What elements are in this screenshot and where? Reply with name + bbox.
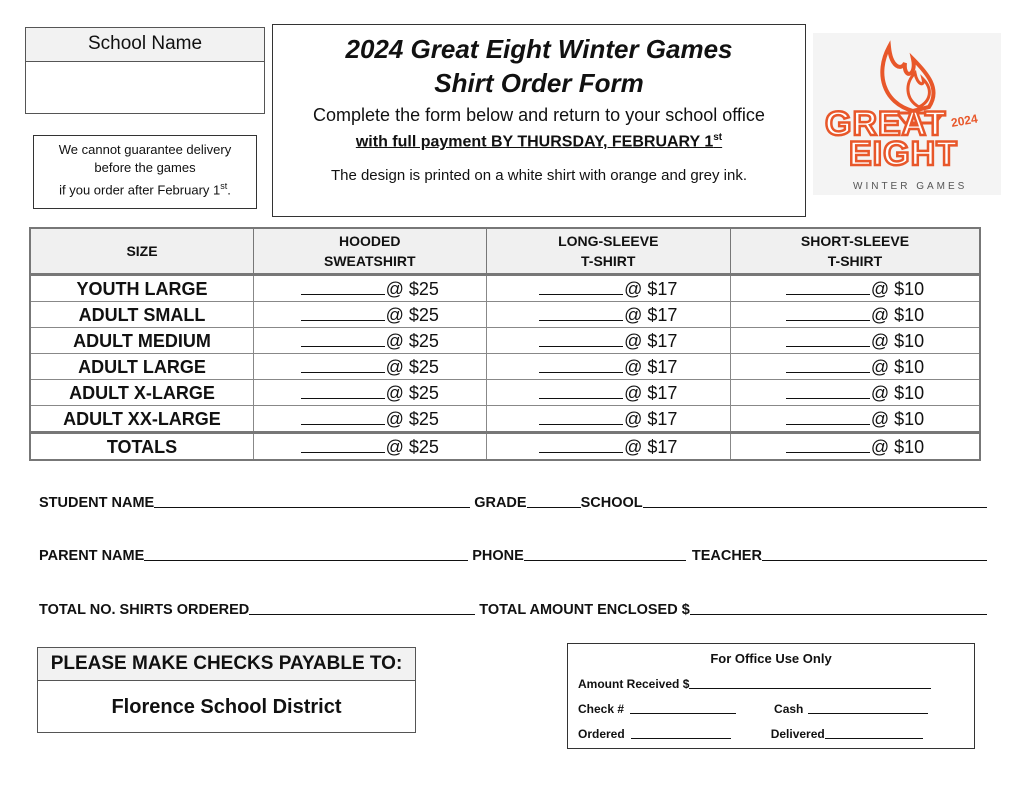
grade-field[interactable] xyxy=(527,491,581,508)
header-short-sleeve: SHORT-SLEEVE T-SHIRT xyxy=(731,228,981,275)
hooded-cell xyxy=(254,302,487,328)
table-row xyxy=(30,380,980,406)
student-name-label: STUDENT NAME xyxy=(39,495,155,511)
short-sleeve-price: @ $10 xyxy=(870,278,925,299)
long-sleeve-price: @ $17 xyxy=(624,304,678,325)
short-sleeve-qty-field[interactable] xyxy=(786,330,870,347)
long-sleeve-price: @ $17 xyxy=(624,330,678,351)
long-sleeve-price: @ $17 xyxy=(624,356,678,377)
short-sleeve-cell xyxy=(731,433,981,461)
design-note: The design is printed on a white shirt with orange and grey ink. xyxy=(330,167,748,185)
long-sleeve-qty-field[interactable] xyxy=(539,330,623,347)
short-sleeve-cell xyxy=(731,380,981,406)
hooded-qty-field[interactable] xyxy=(301,278,385,295)
form-subtitle: Shirt Order Form xyxy=(434,68,644,98)
size-label: ADULT XX-LARGE xyxy=(30,406,254,433)
hooded-price: @ $25 xyxy=(385,356,439,377)
check-number-field[interactable] xyxy=(630,701,736,714)
hooded-qty-field[interactable] xyxy=(301,330,385,347)
long-sleeve-qty-field[interactable] xyxy=(539,304,623,321)
hooded-price: @ $25 xyxy=(385,278,439,299)
long-sleeve-cell xyxy=(486,354,730,380)
checks-payee: Florence School District xyxy=(111,696,342,718)
flame-logo-icon xyxy=(813,33,1001,195)
ordered-field[interactable] xyxy=(631,726,731,739)
school-name-box xyxy=(25,27,265,114)
table-row xyxy=(30,328,980,354)
short-sleeve-price: @ $10 xyxy=(870,304,925,325)
office-use-title: For Office Use Only xyxy=(710,651,832,666)
note-line-3: if you order after February 1st. xyxy=(59,181,231,198)
note-line-2: before the games xyxy=(94,160,196,175)
cash-field[interactable] xyxy=(808,701,928,714)
header-long-sleeve: LONG-SLEEVE T-SHIRT xyxy=(486,228,730,275)
hooded-price: @ $25 xyxy=(385,382,439,403)
total-amount-label: TOTAL AMOUNT ENCLOSED $ xyxy=(479,602,690,618)
check-number-label: Check # xyxy=(578,702,625,716)
hooded-cell xyxy=(254,275,487,302)
size-label: ADULT SMALL xyxy=(30,302,254,328)
hooded-price: @ $25 xyxy=(385,408,439,429)
hooded-price: @ $25 xyxy=(385,304,439,325)
cash-label: Cash xyxy=(774,702,804,716)
size-label: YOUTH LARGE xyxy=(30,275,254,302)
long-sleeve-cell xyxy=(486,328,730,354)
long-sleeve-qty-field[interactable] xyxy=(539,408,623,425)
hooded-cell xyxy=(254,433,487,461)
long-sleeve-cell xyxy=(486,275,730,302)
hooded-qty-field[interactable] xyxy=(301,304,385,321)
long-sleeve-cell xyxy=(486,302,730,328)
hooded-qty-field[interactable] xyxy=(301,408,385,425)
hooded-cell xyxy=(254,354,487,380)
hooded-qty-field[interactable] xyxy=(301,436,385,453)
hooded-cell xyxy=(254,406,487,433)
short-sleeve-price: @ $10 xyxy=(870,356,925,377)
parent-name-field[interactable] xyxy=(144,544,468,561)
form-deadline: with full payment BY THURSDAY, FEBRUARY 1st xyxy=(355,132,723,151)
amount-received-label: Amount Received $ xyxy=(578,677,690,691)
delivery-note xyxy=(33,135,257,209)
order-table xyxy=(29,227,981,461)
total-shirts-label: TOTAL NO. SHIRTS ORDERED xyxy=(39,602,250,618)
school-name-field[interactable] xyxy=(26,62,264,114)
great-eight-logo xyxy=(813,33,1001,195)
short-sleeve-cell xyxy=(731,328,981,354)
parent-name-label: PARENT NAME xyxy=(39,548,145,564)
short-sleeve-price: @ $10 xyxy=(870,408,925,429)
logo-year: 2024 xyxy=(949,111,979,130)
short-sleeve-qty-field[interactable] xyxy=(786,278,870,295)
short-sleeve-qty-field[interactable] xyxy=(786,356,870,373)
student-name-field[interactable] xyxy=(154,491,470,508)
grade-label: GRADE xyxy=(474,495,527,511)
table-row xyxy=(30,406,980,433)
totals-info-line xyxy=(39,596,987,618)
totals-label: TOTALS xyxy=(30,433,254,461)
size-label: ADULT X-LARGE xyxy=(30,380,254,406)
ordered-label: Ordered xyxy=(578,727,625,741)
long-sleeve-price: @ $17 xyxy=(624,382,678,403)
school-name-label: School Name xyxy=(26,28,264,62)
school-label: SCHOOL xyxy=(580,495,643,511)
hooded-price: @ $25 xyxy=(385,330,439,351)
school-field[interactable] xyxy=(643,491,987,508)
short-sleeve-cell xyxy=(731,406,981,433)
long-sleeve-qty-field[interactable] xyxy=(539,436,623,453)
delivered-field[interactable] xyxy=(825,726,923,739)
size-label: ADULT LARGE xyxy=(30,354,254,380)
table-row xyxy=(30,302,980,328)
parent-info-line xyxy=(39,542,987,564)
long-sleeve-qty-field[interactable] xyxy=(539,382,623,399)
logo-tagline: WINTER GAMES xyxy=(853,181,968,192)
phone-field[interactable] xyxy=(524,544,686,561)
amount-received-field[interactable] xyxy=(689,676,931,689)
long-sleeve-price: @ $17 xyxy=(624,436,678,457)
table-row xyxy=(30,354,980,380)
short-sleeve-price: @ $10 xyxy=(870,382,925,403)
header-size: SIZE xyxy=(30,228,254,275)
short-sleeve-cell xyxy=(731,302,981,328)
title-box xyxy=(272,24,806,217)
hooded-cell xyxy=(254,380,487,406)
form-instructions: Complete the form below and return to your school office xyxy=(313,105,765,125)
logo-word-eight: EIGHT xyxy=(849,135,958,173)
hooded-price: @ $25 xyxy=(385,436,439,457)
total-shirts-field[interactable] xyxy=(249,598,475,615)
phone-label: PHONE xyxy=(472,548,524,564)
note-line-1: We cannot guarantee delivery xyxy=(58,142,232,157)
table-row xyxy=(30,275,980,302)
delivered-label: Delivered xyxy=(770,727,825,741)
short-sleeve-cell xyxy=(731,354,981,380)
short-sleeve-cell xyxy=(731,275,981,302)
hooded-qty-field[interactable] xyxy=(301,356,385,373)
header-hooded: HOODED SWEATSHIRT xyxy=(254,228,487,275)
hooded-cell xyxy=(254,328,487,354)
long-sleeve-price: @ $17 xyxy=(624,278,678,299)
short-sleeve-qty-field[interactable] xyxy=(786,436,870,453)
form-title: 2024 Great Eight Winter Games xyxy=(345,34,733,64)
student-info-line xyxy=(39,489,987,511)
short-sleeve-price: @ $10 xyxy=(870,436,925,457)
short-sleeve-price: @ $10 xyxy=(870,330,925,351)
long-sleeve-cell xyxy=(486,380,730,406)
hooded-qty-field[interactable] xyxy=(301,382,385,399)
long-sleeve-cell xyxy=(486,433,730,461)
checks-payable-header: PLEASE MAKE CHECKS PAYABLE TO: xyxy=(38,648,415,681)
totals-row xyxy=(30,433,980,461)
teacher-field[interactable] xyxy=(762,544,987,561)
long-sleeve-qty-field[interactable] xyxy=(539,356,623,373)
logo-word-great: GREAT xyxy=(825,105,947,143)
size-label: ADULT MEDIUM xyxy=(30,328,254,354)
teacher-label: TEACHER xyxy=(691,548,762,564)
long-sleeve-qty-field[interactable] xyxy=(539,278,623,295)
total-amount-field[interactable] xyxy=(690,598,987,615)
long-sleeve-cell xyxy=(486,406,730,433)
short-sleeve-qty-field[interactable] xyxy=(786,382,870,399)
long-sleeve-price: @ $17 xyxy=(624,408,678,429)
checks-payable-box xyxy=(37,647,416,733)
office-use-box xyxy=(567,643,975,749)
short-sleeve-qty-field[interactable] xyxy=(786,408,870,425)
short-sleeve-qty-field[interactable] xyxy=(786,304,870,321)
